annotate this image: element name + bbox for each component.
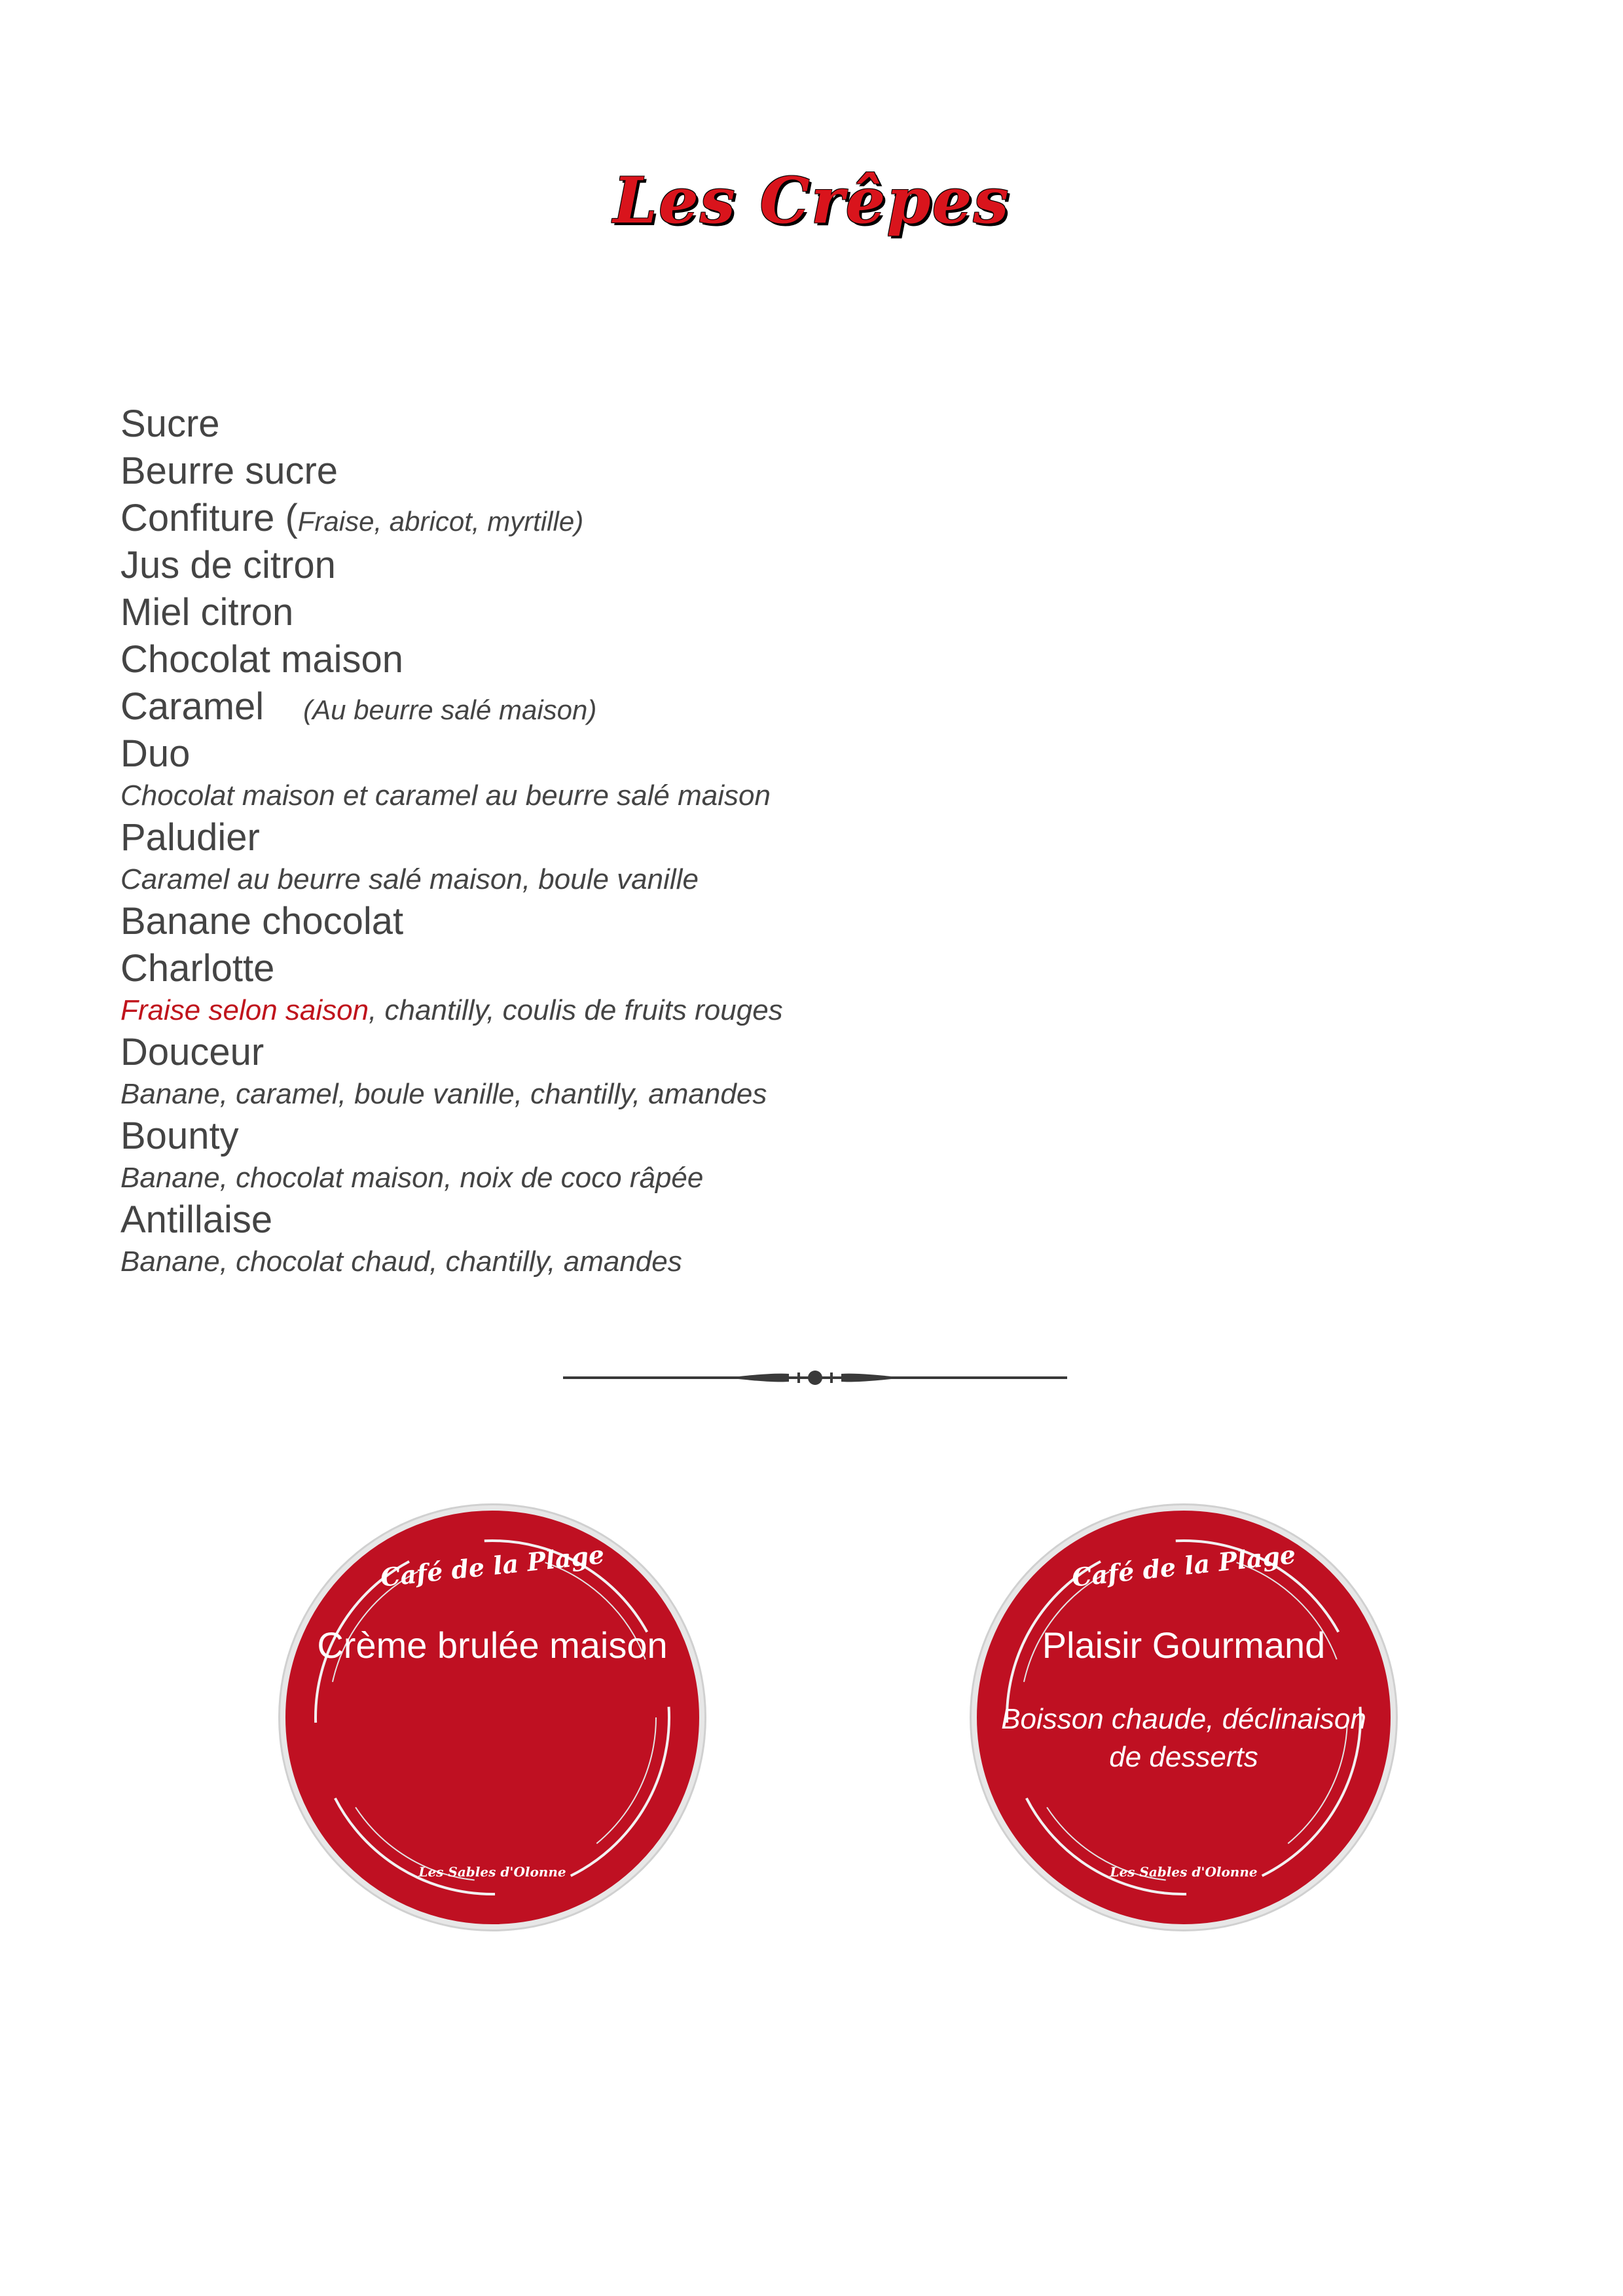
- menu-item-beurre-sucre: Beurre sucre: [120, 450, 338, 492]
- badge-town: Les Sables d'Olonne: [1110, 1864, 1258, 1880]
- menu-item-paludier: Paludier: [120, 816, 260, 859]
- badge-title: Plaisir Gourmand: [1042, 1624, 1326, 1666]
- badge-brand: Café de la Plage: [378, 1539, 606, 1592]
- badge-town: Les Sables d'Olonne: [418, 1864, 566, 1880]
- badge-creme-brulee: [280, 1505, 704, 1929]
- menu-item-antillaise: Antillaise: [120, 1198, 273, 1241]
- badge-subtitle: Boisson chaude, déclinaison de desserts: [1001, 1703, 1366, 1773]
- ornamental-divider: [563, 1365, 1067, 1391]
- menu-item-paludier-desc: Caramel au beurre salé maison, boule vanille: [120, 863, 699, 895]
- menu-item-caramel-note: (Au beurre salé maison): [303, 694, 597, 725]
- badge-brand: Café de la Plage: [1070, 1539, 1298, 1592]
- menu-item-jus-citron: Jus de citron: [120, 544, 336, 586]
- badge-plaisir-gourmand: [972, 1505, 1396, 1929]
- menu-item-bounty: Bounty: [120, 1115, 239, 1157]
- menu-item-confiture: [120, 495, 1233, 542]
- badge-title: Crème brulée maison: [317, 1624, 668, 1666]
- menu-item-charlotte-desc-rest: , chantilly, coulis de fruits rouges: [369, 994, 783, 1026]
- menu-item-charlotte-desc: [120, 992, 1233, 1029]
- crepes-menu: [120, 401, 1233, 1280]
- menu-item-charlotte-desc-highlight: Fraise selon saison: [120, 994, 369, 1026]
- menu-item-duo: Duo: [120, 732, 191, 775]
- menu-item-antillaise-desc: Banane, chocolat chaud, chantilly, amandes: [120, 1246, 682, 1278]
- menu-item-confiture-note: Fraise, abricot, myrtille): [297, 506, 584, 537]
- menu-item-caramel: [120, 683, 1233, 730]
- menu-item-douceur: Douceur: [120, 1031, 264, 1073]
- menu-item-duo-desc: Chocolat maison et caramel au beurre salé maison: [120, 780, 771, 812]
- menu-item-douceur-desc: Banane, caramel, boule vanille, chantilly, amandes: [120, 1078, 767, 1110]
- menu-item-confiture-label: Confiture (: [120, 497, 298, 539]
- menu-item-chocolat-maison: Chocolat maison: [120, 638, 403, 681]
- menu-item-bounty-desc: Banane, chocolat maison, noix de coco râpée: [120, 1162, 704, 1194]
- menu-item-banane-chocolat: Banane chocolat: [120, 900, 404, 942]
- menu-item-caramel-label: Caramel: [120, 685, 264, 728]
- page-title: Les Crêpes: [613, 164, 1010, 238]
- menu-item-sucre: Sucre: [120, 403, 220, 445]
- menu-item-miel-citron: Miel citron: [120, 591, 294, 634]
- menu-item-charlotte: Charlotte: [120, 947, 275, 990]
